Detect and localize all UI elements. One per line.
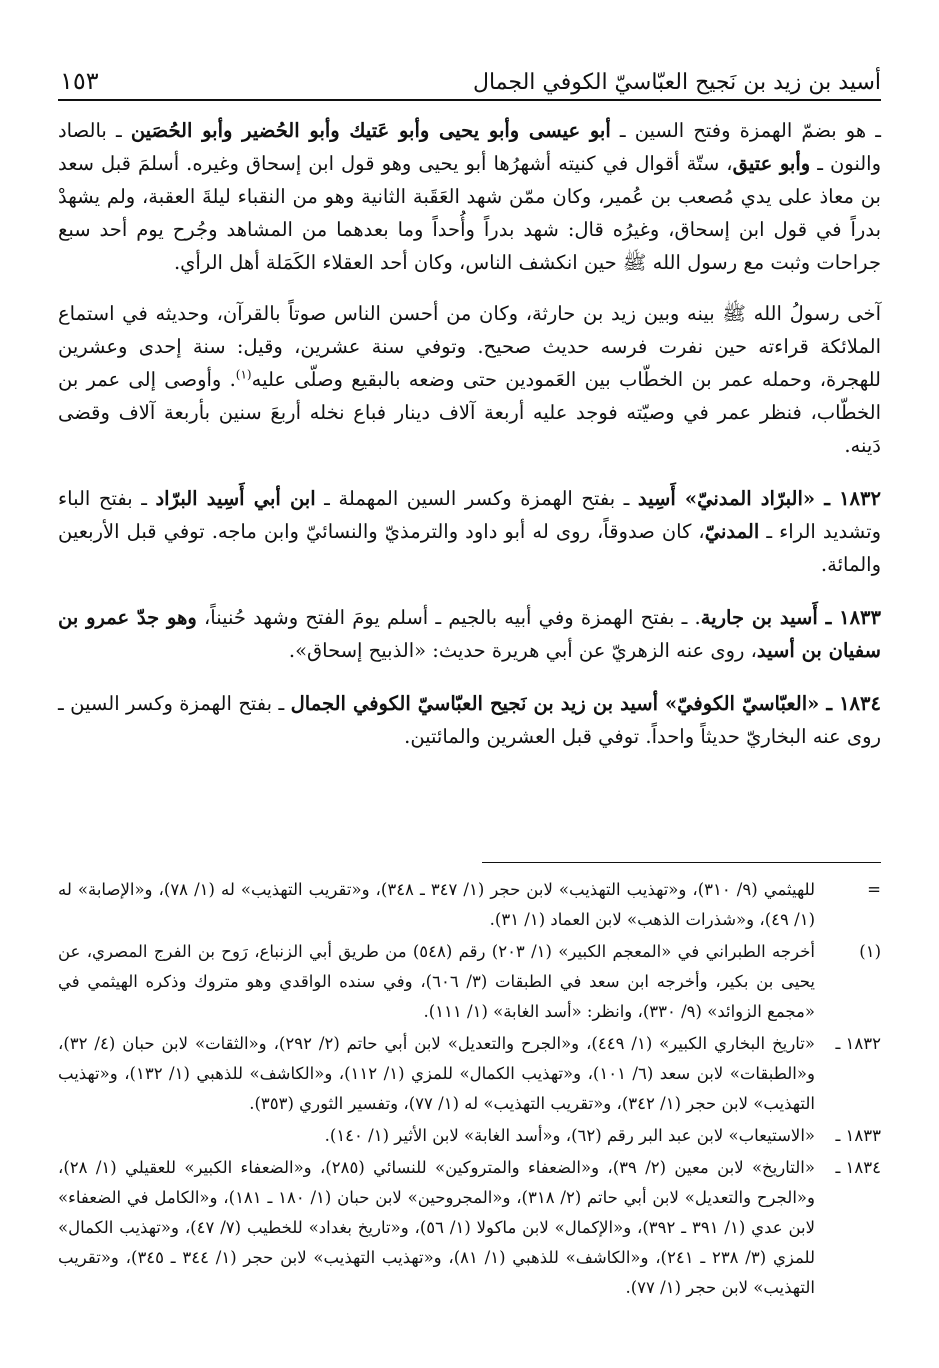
bold-span: وهو جدّ عمرو بن سفيان بن أسيد	[58, 606, 881, 662]
text-span: ، روى عنه الزهريّ عن أبي هريرة حديث: «الذبيح إسحاق».	[288, 639, 757, 662]
footnote-continued	[58, 875, 881, 935]
text-span: ـ بفتح الهمزة وكسر السين ـ روى عنه البخاريّ حديثاً واحداً. توفي قبل العشرين والمائتين.	[58, 692, 881, 748]
text-span: آخى رسولُ الله ﷺ بينه وبين زيد بن حارثة، وكان من أحسن الناس صوتاً بالقرآن، وحديثه في استماع الملائكة قراءته حين نفرت فرسه حديث صحيح. وتوفي سنة عشرين، وقيل: سنة إحدى وعشرين للهجرة، وحمله عمر بن الخطّاب بين العَمودين حتى وضعه بالبقيع وصلّى عليه	[58, 302, 882, 391]
footnote-mark: ١٨٣٢ ـ	[835, 1034, 881, 1053]
main-text	[58, 114, 881, 753]
footnote-1	[58, 937, 881, 1027]
bold-span: المدنيّ	[704, 520, 760, 543]
paragraph-biography	[58, 114, 881, 279]
running-header	[60, 55, 881, 95]
paragraph-death	[58, 297, 881, 462]
footnote-text: «تاريخ البخاري الكبير» (١/ ٤٤٩)، و«الجرح والتعديل» لابن أبي حاتم (٢/ ٢٩٢)، و«الثقات» لابن حبان (٤/ ٣٢)، و«الطبقات» لابن سعد (٦/ ١٠١)، و«تهذيب الكمال» للمزي (١/ ١١٢)، و«الكاشف» للذهبي (١/ ١٣٢)، و«تهذيب التهذيب» لابن حجر (١/ ٣٤٢)، و«تقريب التهذيب» له (١/ ٧٧)، وتفسير الثوري (٣٥٣).	[58, 1034, 815, 1113]
entry-number: ١٨٣٢ ـ	[815, 487, 881, 510]
footnote-text: للهيثمي (٩/ ٣١٠)، و«تهذيب التهذيب» لابن حجر (١/ ٣٤٧ ـ ٣٤٨)، و«تقريب التهذيب» له (١/ ٧٨)، و«الإصابة» له (١/ ٤٩)، و«شذرات الذهب» لابن العماد (١/ ٣١).	[58, 880, 816, 929]
footnote-mark: (١)	[859, 942, 881, 961]
text-span: ، كان صدوقاً، روى له أبو داود والترمذيّ والنسائيّ وابن ماجه. توفي قبل الأربعين والمائة.	[58, 520, 881, 576]
page-number: ١٥٣	[60, 67, 99, 95]
footnotes	[58, 875, 881, 1305]
footnote-1833	[58, 1121, 881, 1151]
entry-number: ١٨٣٣ ـ	[817, 606, 881, 629]
bold-span: وأبو عتيق	[732, 152, 811, 175]
footnote-mark: =	[867, 880, 881, 899]
text-span: ـ هو بضمّ الهمزة وفتح السين ـ	[610, 119, 881, 142]
bold-span: «البرّاد المدنيّ» أَسِيد	[637, 487, 816, 510]
footnote-ref[interactable]: (١)	[235, 367, 252, 382]
entry-1832	[58, 482, 881, 581]
footnote-text: «التاريخ» لابن معين (٢/ ٣٩)، و«الضعفاء والمتروكين» للنسائي (٢٨٥)، و«الضعفاء الكبير» للعقيلي (١/ ٢٨)، و«الجرح والتعديل» لابن أبي حاتم (٢/ ٣١٨)، و«المجروحين» لابن حبان (١/ ١٨٠ ـ ١٨١)، و«الكامل في الضعفاء» لابن عدي (١/ ٣٩١ ـ ٣٩٢)، و«الإكمال» لابن ماكولا (١/ ٥٦)، و«تاريخ بغداد» للخطيب (٧/ ٤٧)، و«تهذيب الكمال» للمزي (٣/ ٢٣٨ ـ ٢٤١)، و«الكاشف» للذهبي (١/ ٨١)، و«تهذيب التهذيب» لابن حجر (١/ ٣٤٤ ـ ٣٤٥)، و«تقريب التهذيب» لابن حجر (١/ ٧٧).	[58, 1158, 816, 1297]
text-span: ، ستّة أقوال في كنيته أشهرُها أبو يحيى وهو قول ابن إسحاق وغيره. أسلمَ قبل سعد بن معاذ على يدي مُصعب بن عُمير، وكان ممّن شهد العَقَبة الثانية وهو من النقباء ليلةَ العقبة، ولم يشهدْ بدراً في قول ابن إسحاق، وغيرُه قال: شهد بدراً وأُحداً وما بعدهما من المشاهد وجُرح يوم أحد سبع جراحات وثبت مع رسول الله ﷺ حين انكشف الناس، وكان أحد العقلاء الكَمَلة أهل الرأي.	[58, 152, 881, 274]
header-rule	[58, 99, 881, 101]
bold-span: ابن أبي أَسِيد البرّاد	[155, 487, 316, 510]
footnote-1832	[58, 1029, 881, 1119]
text-span: . وأوصى إلى عمر بن الخطّاب، فنظر عمر في وصيّته فوجد عليه أربعة آلاف دينار فباع نخله أربعَ سنين بأربعة آلاف وقضى دَينه.	[58, 368, 881, 457]
text-span: ـ بفتح الهمزة وكسر السين المهملة ـ	[315, 487, 638, 510]
text-span: ـ بفتح الباء وتشديد الراء ـ	[58, 487, 881, 543]
running-title: أسيد بن زيد بن نَجيح العبّاسيّ الكوفي الجمال	[472, 70, 881, 95]
footnote-mark: ١٨٣٣ ـ	[835, 1126, 881, 1145]
text-span: ـ بالصاد والنون ـ	[58, 119, 881, 175]
bold-span: «العبّاسيّ الكوفيّ» أسيد بن زيد بن نَجيح العبّاسيّ الكوفي الجمال	[290, 692, 820, 715]
footnote-text: «الاستيعاب» لابن عبد البر رقم (٦٢)، و«أسد الغابة» لابن الأثير (١/ ١٤٠).	[324, 1126, 815, 1145]
footnote-text: أخرجه الطبراني في «المعجم الكبير» (١/ ٢٠٣) رقم (٥٤٨) من طريق أبي الزنباع، رَوح بن الفرج المصري، عن يحيى بن بكير، وأخرجه ابن سعد في الطبقات (٣/ ٦٠٦)، وفي سنده الواقدي وهو متروك وذكره الهيثمي في «مجمع الزوائد» (٩/ ٣٣٠)، وانظر: «أسد الغابة» (١/ ١١١).	[58, 942, 815, 1021]
bold-span: أبو عيسى وأبو يحيى وأبو عَتيك وأبو الحُضير وأبو الحُصَين	[130, 119, 611, 142]
text-span: . ـ بفتح الهمزة وفي أبيه بالجيم ـ أسلم يومَ الفتح وشهد حُنيناً،	[196, 606, 701, 629]
entry-number: ١٨٣٤ ـ	[819, 692, 881, 715]
footnote-rule	[482, 862, 881, 863]
bold-span: أَسيد بن جارية	[700, 606, 818, 629]
footnote-1834	[58, 1153, 881, 1303]
entry-1833	[58, 601, 881, 667]
footnote-mark: ١٨٣٤ ـ	[835, 1158, 881, 1177]
entry-1834	[58, 687, 881, 753]
